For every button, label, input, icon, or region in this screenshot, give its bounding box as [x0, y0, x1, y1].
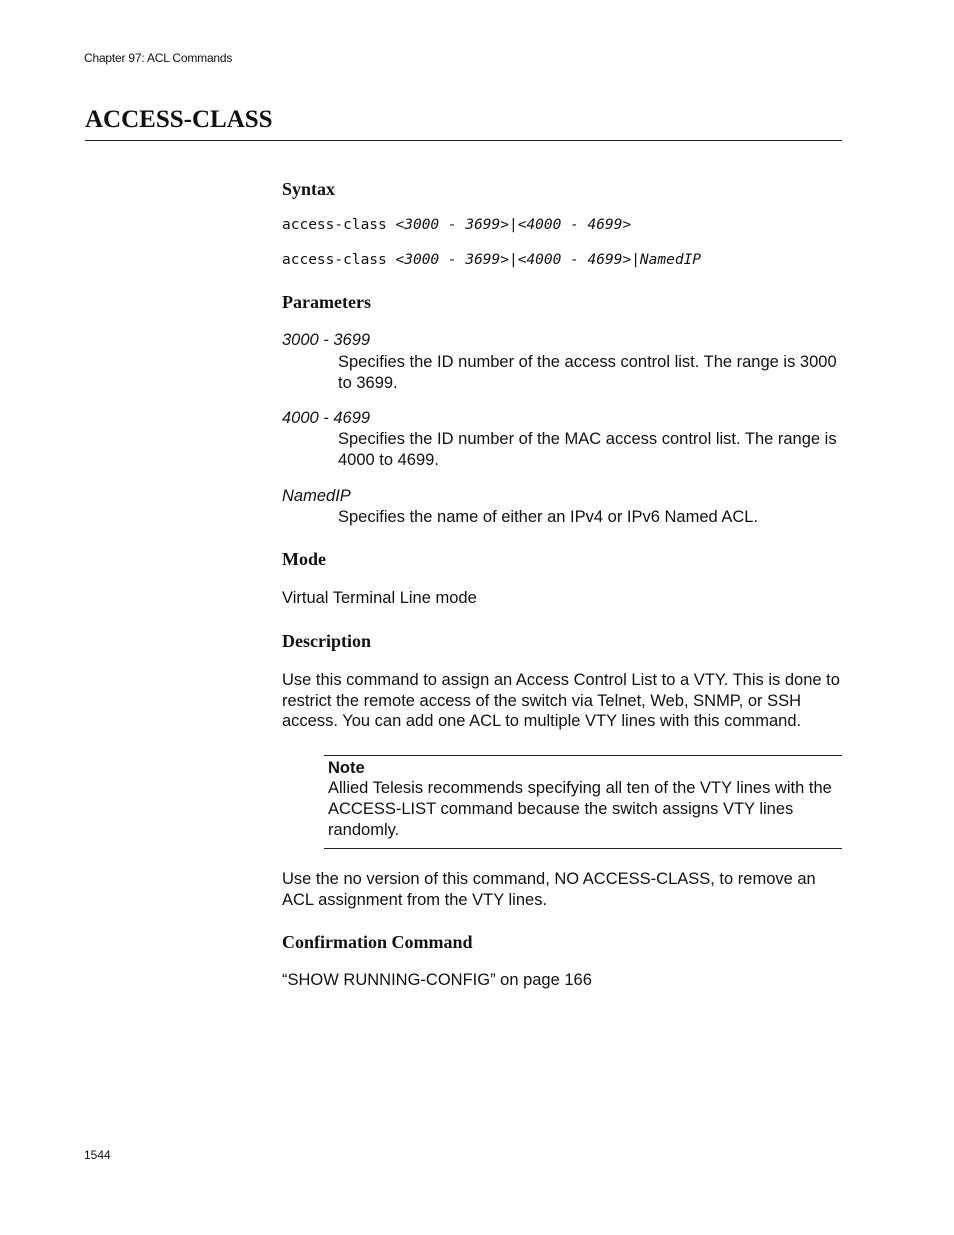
title-divider: [85, 140, 842, 141]
parameter-term: 4000 - 4699: [282, 409, 371, 427]
syntax-heading: Syntax: [282, 179, 336, 199]
parameters-heading: Parameters: [282, 292, 371, 312]
mode-heading: Mode: [282, 549, 326, 569]
note-text: Allied Telesis recommends specifying all ten of the VTY lines with the ACCESS-LIST command because the switch assigns VTY lines randomly.: [328, 779, 832, 839]
syntax-arguments: <3000 - 3699>|<4000 - 4699>: [395, 217, 632, 233]
syntax-arguments: <3000 - 3699>|<4000 - 4699>|NamedIP: [395, 252, 702, 268]
syntax-command: access-class: [282, 217, 396, 233]
parameter-description: Specifies the ID number of the access control list. The range is 3000 to 3699.: [338, 353, 837, 392]
parameter-description: Specifies the name of either an IPv4 or IPv6 Named ACL.: [338, 508, 759, 526]
page-title: ACCESS-CLASS: [85, 106, 273, 133]
note-box: [324, 755, 842, 849]
description-heading: Description: [282, 631, 371, 651]
syntax-command: access-class: [282, 252, 396, 268]
syntax-line-1: [282, 217, 631, 233]
parameter-description: Specifies the ID number of the MAC access control list. The range is 4000 to 4699.: [338, 430, 837, 469]
page-number: 1544: [84, 1148, 111, 1162]
description-paragraph: Use this command to assign an Access Control List to a VTY. This is done to restrict the remote access of the switch via Telnet, Web, SNMP, or SSH access. You can add one ACL to multiple VTY lines with this command.: [282, 671, 840, 730]
mode-text: Virtual Terminal Line mode: [282, 589, 477, 607]
confirmation-heading: Confirmation Command: [282, 932, 473, 952]
chapter-header: Chapter 97: ACL Commands: [84, 51, 233, 65]
confirmation-link[interactable]: “SHOW RUNNING-CONFIG” on page 166: [282, 971, 592, 989]
note-heading: Note: [328, 759, 365, 777]
parameter-term: NamedIP: [282, 487, 351, 505]
description-no-version: Use the no version of this command, NO ACCESS-CLASS, to remove an ACL assignment from the VTY lines.: [282, 870, 816, 909]
parameter-term: 3000 - 3699: [282, 331, 371, 349]
syntax-line-2: [282, 252, 701, 268]
